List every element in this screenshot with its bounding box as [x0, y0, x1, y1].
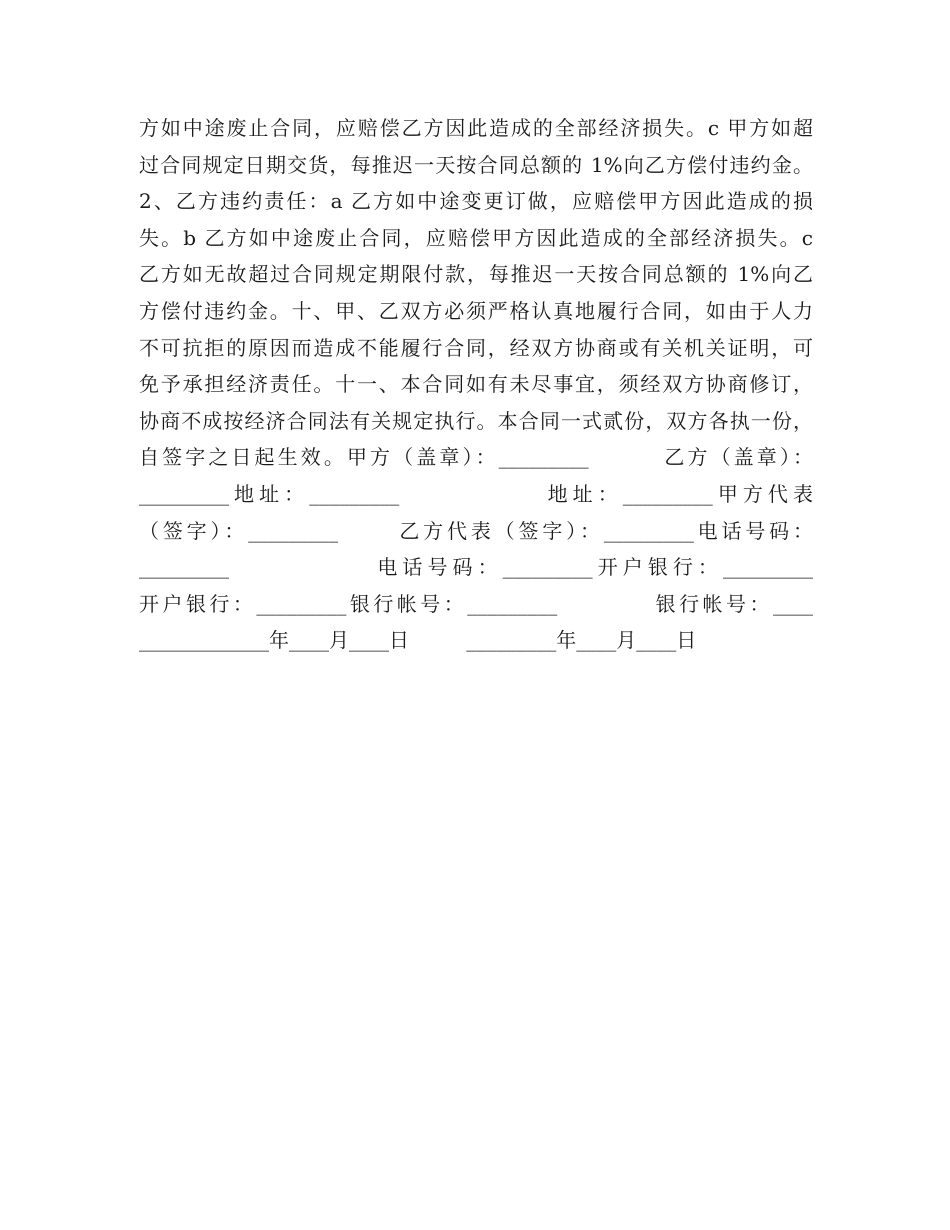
signature-line-date: _____________年____月____日 _________年____月____日 — [139, 628, 697, 653]
text-line: 乙方如无故超过合同规定期限付款，每推迟一天按合同总额的 1%向乙 — [139, 262, 813, 287]
text-line: 失。b 乙方如中途废止合同，应赔偿甲方因此造成的全部经济损失。c — [139, 225, 813, 250]
signature-line-phone: _________ 电话号码：_________开户银行：_________ — [139, 555, 813, 580]
signature-line-bank: 开户银行：_________银行帐号：_________ 银行帐号：____ — [139, 591, 813, 616]
text-line: 协商不成按经济合同法有关规定执行。本合同一式贰份，双方各执一份， — [139, 408, 813, 433]
text-line: 方如中途废止合同，应赔偿乙方因此造成的全部经济损失。c 甲方如超 — [139, 116, 813, 140]
contract-body-text — [139, 110, 813, 659]
text-line: 不可抗拒的原因而造成不能履行合同，经双方协商或有关机关证明，可 — [139, 335, 813, 360]
signature-line-parties: 自签字之日起生效。甲方（盖章）：_________ 乙方（盖章）： — [139, 445, 813, 470]
signature-line-address: _________地址：_________ 地址：_________甲方代表 — [139, 481, 813, 506]
text-line: 免予承担经济责任。十一、本合同如有未尽事宜，须经双方协商修订， — [139, 372, 813, 397]
text-line: 过合同规定日期交货，每推迟一天按合同总额的 1%向乙方偿付违约金。 — [139, 152, 813, 177]
text-line: 2、乙方违约责任：a 乙方如中途变更订做，应赔偿甲方因此造成的损 — [139, 189, 813, 214]
text-line: 方偿付违约金。十、甲、乙双方必须严格认真地履行合同，如由于人力 — [139, 298, 813, 323]
signature-line-representative: （签字）：_________ 乙方代表（签字）：_________电话号码： — [139, 518, 813, 543]
